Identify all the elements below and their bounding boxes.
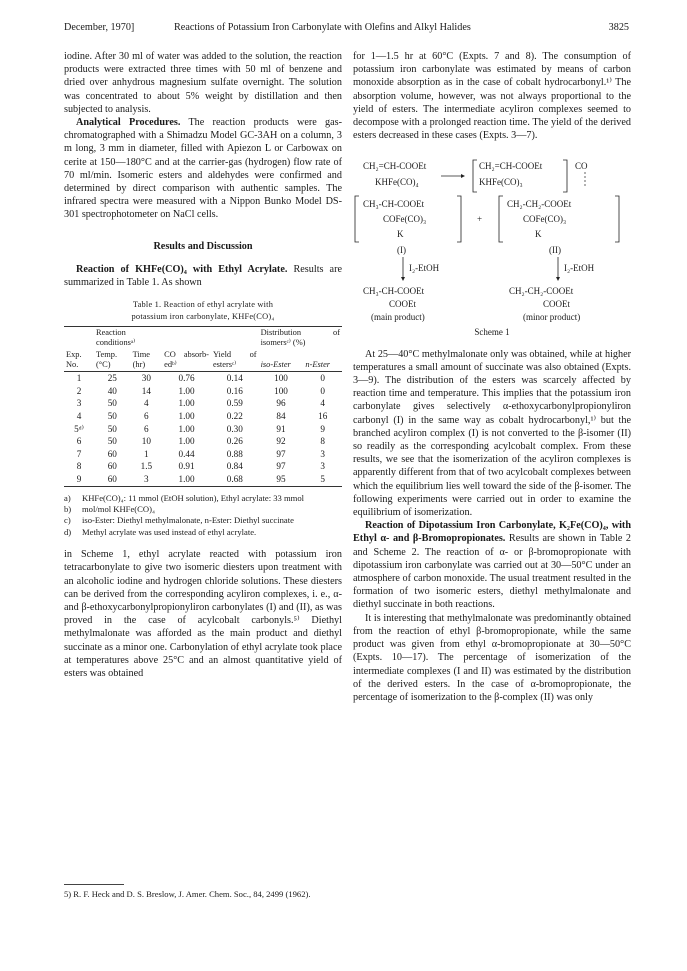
table-cell: 3 bbox=[320, 461, 325, 472]
table-cell: 5ᵈ⁾ bbox=[74, 423, 84, 434]
scheme-reactant: KHFe(CO)₄ bbox=[375, 177, 419, 188]
table-cell: 3 bbox=[144, 474, 149, 484]
paragraph-text: The reaction products were gas-chromatographed with a Shimadzu Model GC-3AH on a column, 3 m long, 3 mm in diameter, filled with Apiezon L or Carbowax on cerite at 150—180°C and at the carrier-gas (hydrogen) flow rate of 70 ml/min. Isomeric esters and aldehydes were confirmed and determined by direct comparison with authentic samples. The infrared spectra were measured with a Nippon Bunko Model DS-301 spectrophotometer on NaCl cells. bbox=[64, 117, 342, 221]
table-cell: 1.00 bbox=[178, 398, 195, 409]
table-row bbox=[64, 423, 342, 436]
table-cell: 0.16 bbox=[226, 385, 243, 396]
scheme-acyl-i: COFe(CO)₃ bbox=[383, 214, 427, 225]
table-cell: 5 bbox=[320, 474, 325, 484]
col-header-temp: Temp. (°C) bbox=[96, 350, 118, 370]
col-header-time: Time (hr) bbox=[132, 350, 150, 370]
table-cell: 4 bbox=[320, 398, 325, 409]
analytical-paragraph bbox=[64, 116, 342, 222]
table-row bbox=[64, 397, 342, 410]
table-row bbox=[64, 473, 342, 486]
table-cell: 84 bbox=[276, 411, 286, 422]
scheme-co: CO bbox=[575, 161, 588, 172]
table-cell: 6 bbox=[144, 423, 149, 434]
table-cell: 50 bbox=[107, 398, 117, 409]
scheme-label: (I) bbox=[397, 245, 406, 256]
table-cell: 91 bbox=[276, 423, 286, 434]
table-cell: 4 bbox=[144, 398, 149, 409]
scheme-acyl-ii: K bbox=[535, 229, 542, 240]
table-cell: 50 bbox=[107, 411, 117, 422]
table-cell: 6 bbox=[76, 436, 82, 447]
table-cell: 0.76 bbox=[178, 373, 195, 384]
scheme-label: (II) bbox=[549, 245, 561, 256]
table-notes bbox=[64, 493, 342, 539]
table-caption-line: Table 1. Reaction of ethyl acrylate with bbox=[132, 300, 274, 310]
scheme-plus: + bbox=[477, 214, 483, 225]
table-note bbox=[64, 515, 342, 526]
paragraph: It is interesting that methylmalonate was predominantly obtained from the reaction of ethyl β-bromopropionate, while the same product was given from ethyl α-bromopropionate at 30—50°C (Expts. 10—17). The percentage of isomerization of the intermediate complexes (I and II) was estimated by the distribution of the derived esters. In the case of α-bromopropionate, the percentage of isomerization to the β-complex (II) was only bbox=[353, 612, 631, 703]
table-cell: 0.22 bbox=[226, 411, 243, 422]
table-cell: 1.00 bbox=[178, 385, 195, 396]
table-row bbox=[64, 372, 342, 385]
table-cell: 1.5 bbox=[140, 461, 153, 472]
table-cell: 9 bbox=[76, 474, 82, 484]
col-header-conditions: Reaction conditionsᵃ⁾ bbox=[96, 328, 136, 348]
table-cell: 1.00 bbox=[178, 423, 195, 434]
results-table bbox=[64, 326, 342, 486]
table-cell: 2 bbox=[76, 385, 82, 396]
note-text: Methyl acrylate was used instead of ethyl acrylate. bbox=[82, 526, 257, 537]
table-cell: 1.00 bbox=[178, 436, 195, 447]
table-row bbox=[64, 448, 342, 461]
col-header-distribution: Distribution of isomersᶜ⁾ (%) bbox=[260, 328, 340, 348]
table-cell: 60 bbox=[107, 474, 117, 484]
table-cell: 0.59 bbox=[226, 398, 243, 409]
table-cell: 1 bbox=[144, 448, 149, 459]
scheme-complex: CH₂=CH-COOEt bbox=[479, 161, 543, 172]
table-cell: 6 bbox=[144, 411, 149, 422]
table-cell: 3 bbox=[320, 448, 325, 459]
table-cell: 0.91 bbox=[178, 461, 195, 472]
table-caption bbox=[64, 299, 342, 323]
scheme-acyl-i: K bbox=[397, 229, 404, 240]
table-cell: 7 bbox=[76, 448, 82, 459]
scheme-acyl-ii: COFe(CO)₃ bbox=[523, 214, 567, 225]
table-cell: 50 bbox=[107, 423, 117, 434]
footnote: 5) R. F. Heck and D. S. Breslow, J. Amer. Chem. Soc., 84, 2499 (1962). bbox=[64, 889, 311, 899]
table-body bbox=[64, 372, 342, 486]
table-caption-line: potassium iron carbonylate, KHFe(CO)₄ bbox=[131, 312, 275, 322]
dipotassium-paragraph bbox=[353, 519, 631, 611]
table-cell: 16 bbox=[318, 411, 328, 422]
paragraph: for 1—1.5 hr at 60°C (Expts. 7 and 8). The consumption of potassium iron carbonylate was estimated by means of carbon monoxide absorption as in the case of cobalt hydrocarbonyl.¹⁾ The absorption volume, however, was not always proportional to the yield of esters. The intermediate acyliron complexes seemed to decompose with a prolonged reaction time. The yield of the derived esters decreased in these cases (Expts. 3—7). bbox=[353, 51, 631, 142]
note-key: c) bbox=[64, 515, 71, 526]
table-cell: 8 bbox=[76, 461, 82, 472]
paragraph: iodine. After 30 ml of water was added to the solution, the reaction products were extracted three times with 50 ml of benzene and dried over anhydrous magnesium sulfate overnight. The solution was concentrated to about 5% weight by distillation and then subjected to analysis. bbox=[64, 51, 342, 115]
right-column bbox=[353, 50, 631, 704]
table-cell: 3 bbox=[76, 398, 82, 409]
scheme-reactant: CH₂=CH-COOEt bbox=[363, 161, 427, 172]
col-header-yield: Yield of estersᶜ⁾ bbox=[212, 350, 257, 370]
table-cell: 0.44 bbox=[178, 448, 195, 459]
note-key: b) bbox=[64, 504, 72, 514]
table-cell: 97 bbox=[276, 448, 286, 459]
scheme-product: COOEt bbox=[543, 299, 570, 310]
table-cell: 95 bbox=[276, 474, 286, 484]
scheme-product-label: (minor product) bbox=[523, 312, 581, 323]
scheme-product: CH₃-CH-COOEt bbox=[363, 286, 425, 297]
table-cell: 8 bbox=[320, 436, 325, 447]
table-cell: 97 bbox=[276, 461, 286, 472]
table-cell: 0.88 bbox=[226, 448, 243, 459]
running-header bbox=[64, 22, 629, 36]
col-header-exp: Exp. No. bbox=[66, 350, 82, 370]
table-cell: 100 bbox=[274, 385, 288, 396]
table-cell: 0.14 bbox=[226, 373, 243, 384]
table-cell: 10 bbox=[141, 436, 151, 447]
note-key: a) bbox=[64, 492, 71, 503]
table-cell: 0.26 bbox=[226, 436, 243, 447]
table-cell: 0 bbox=[320, 385, 325, 396]
footnote-rule bbox=[64, 884, 124, 885]
table-cell: 100 bbox=[274, 373, 288, 384]
table-row bbox=[64, 435, 342, 448]
header-title: Reactions of Potassium Iron Carbonylate with Olefins and Alkyl Halides bbox=[174, 22, 471, 33]
table-cell: 50 bbox=[107, 436, 117, 447]
scheme-product-label: (main product) bbox=[371, 312, 425, 323]
col-header-iso: iso-Ester bbox=[260, 360, 291, 370]
left-column bbox=[64, 50, 342, 680]
table-cell: 1.00 bbox=[178, 411, 195, 422]
scheme-reagent: I₂-EtOH bbox=[564, 263, 595, 274]
table-cell: 1 bbox=[76, 373, 82, 384]
note-key: d) bbox=[64, 526, 72, 537]
note-text: KHFe(CO)₄: 11 mmol (EtOH solution), Ethyl acrylate: 33 mmol bbox=[82, 492, 305, 503]
section-title: Results and Discussion bbox=[153, 240, 253, 252]
note-text: iso-Ester: Diethyl methylmalonate, n-Ester: Diethyl succinate bbox=[82, 515, 294, 526]
table-cell: 4 bbox=[76, 411, 82, 422]
paragraph-text: Results are shown in Table 2 and Scheme 2. The reaction of α- or β-bromopropionate with dipotassium iron carbonylate was carried out at 30—50°C under an atmosphere of carbon monoxide. The usual treatment resulted in the formation of two isomeric esters, diethyl methylmalonate and diethyl succinate in both reactions. bbox=[353, 533, 631, 611]
scheme-caption: Scheme 1 bbox=[474, 327, 510, 338]
scheme-acyl-i: CH₃-CH-COOEt bbox=[363, 199, 425, 210]
table-row bbox=[64, 385, 342, 398]
scheme-acyl-ii: CH₂-CH₂-COOEt bbox=[507, 199, 572, 210]
table-cell: 0.68 bbox=[226, 474, 243, 484]
col-header-co: CO absorb- edᵇ⁾ bbox=[164, 350, 209, 370]
table-cell: 0 bbox=[320, 373, 325, 384]
table-row bbox=[64, 410, 342, 423]
table-cell: 96 bbox=[276, 398, 286, 409]
note-text: mol/mol KHFe(CO)₄ bbox=[82, 504, 155, 514]
table-cell: 60 bbox=[107, 448, 117, 459]
reaction-scheme bbox=[353, 152, 631, 322]
paragraph: in Scheme 1, ethyl acrylate reacted with potassium iron tetracarbonylate to give two isomeric diesters upon treatment with an alcoholic iodine and hydrogen chloride solutions. These diesters can be derived from the corresponding acyliron complexes, i. e., α- and β-ethoxycarbonylpropionyliron carbonylates (I) and (II), as was proved in the case of acylcobalt carbonyls.⁵⁾ Diethyl methylmalonate was afforded as the main product and diethyl succinate as a minor one. Carbonylation of ethyl acrylate took place at temperatures above 25°C and an almost quantitative yield of esters was obtained bbox=[64, 549, 342, 680]
reaction-paragraph bbox=[64, 263, 342, 289]
page-number: 3825 bbox=[608, 22, 629, 33]
header-date: December, 1970] bbox=[64, 22, 135, 33]
scheme-product: CH₂-CH₂-COOEt bbox=[509, 286, 574, 297]
paragraph-text: Results are summarized in Table 1. As shown bbox=[64, 263, 342, 289]
table-note bbox=[64, 527, 342, 538]
table-cell: 0.30 bbox=[226, 423, 243, 434]
paragraph: At 25—40°C methylmalonate only was obtained, while at higher temperatures a small amount of succinate was also obtained (Expts. 3—9). The distribution of the esters was scarcely affected by reaction time and temperature. This implies that the potassium iron carbonylate gives selectively α-ethoxycarbonylpropionyliron carbonyl (I) in the same way as cobalt hydrocarbonyl,¹⁾ but the branched acyliron complex (I) is not converted to the β-isomer (II) so readily as the corresponding acylcobalt complex. From these results, we see that the isomerization of the acyliron complexes is apparently different from that of two acylcobalt complexes between which the equilibrium lies well toward the side of the β-isomer. The following experiments were carried out in order to examine the equilibrium of isomerization. bbox=[353, 348, 631, 519]
table-note bbox=[64, 493, 342, 504]
table-cell: 14 bbox=[141, 385, 151, 396]
table-cell: 40 bbox=[107, 385, 117, 396]
subsection-heading: Reaction of KHFe(CO)₄ with Ethyl Acrylate. bbox=[76, 263, 288, 275]
subsection-heading: Analytical Procedures. bbox=[76, 117, 181, 129]
table-note bbox=[64, 504, 342, 515]
col-header-n: n-Ester bbox=[305, 360, 331, 370]
table-cell: 1.00 bbox=[178, 474, 195, 484]
table-cell: 92 bbox=[276, 436, 286, 447]
subsection-heading: Reaction of Dipotassium Iron Carbonylate, K₂Fe(CO)₄, with Ethyl α- and β-Bromopropionates. bbox=[353, 520, 631, 545]
table-cell: 30 bbox=[141, 373, 151, 384]
table-cell: 9 bbox=[320, 423, 325, 434]
table-cell: 60 bbox=[107, 461, 117, 472]
table-cell: 0.84 bbox=[226, 461, 243, 472]
scheme-complex: KHFe(CO)₃ bbox=[479, 177, 523, 188]
table-row bbox=[64, 460, 342, 473]
scheme-product: COOEt bbox=[389, 299, 416, 310]
table-cell: 25 bbox=[107, 373, 117, 384]
scheme-reagent: I₂-EtOH bbox=[409, 263, 440, 274]
